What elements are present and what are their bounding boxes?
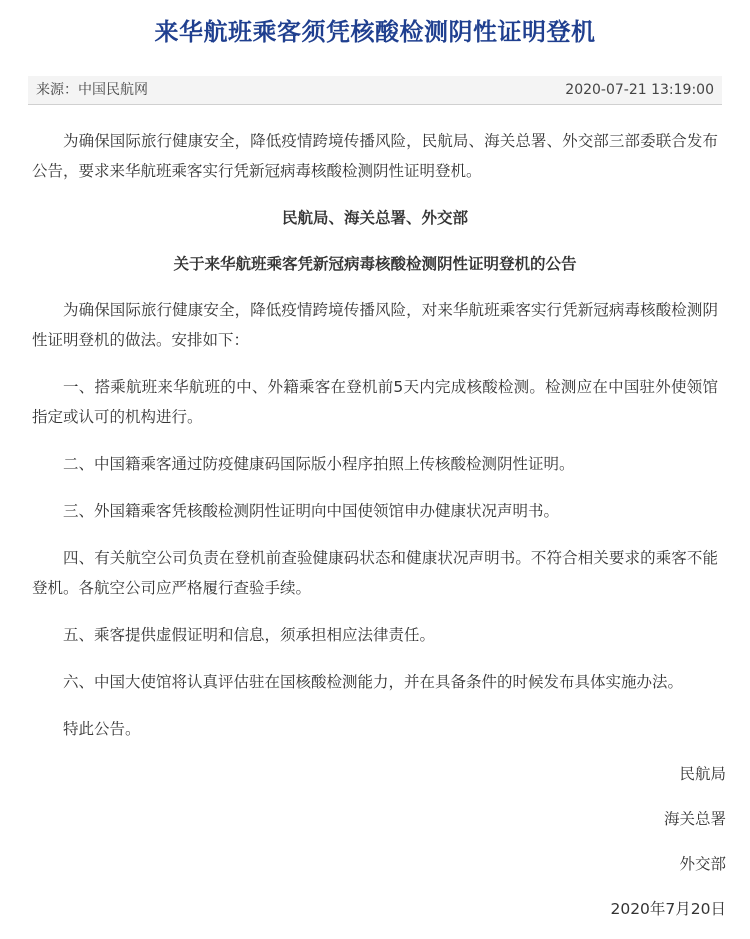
signature-issuer: 外交部 bbox=[679, 855, 726, 873]
article-title: 来华航班乘客须凭核酸检测阴性证明登机 bbox=[154, 18, 596, 46]
signature-block bbox=[610, 759, 726, 939]
signature-issuer: 海关总署 bbox=[663, 810, 726, 828]
notice-title: 关于来华航班乘客凭新冠病毒核酸检测阴性证明登机的公告 bbox=[173, 255, 577, 273]
notice-intro-paragraph: 为确保国际旅行健康安全，降低疫情跨境传播风险，对来华航班乘客实行凭新冠病毒核酸检测阴性证明登机的做法。安排如下： bbox=[32, 301, 718, 349]
article-publish-time: 2020-07-21 13:19:00 bbox=[565, 82, 714, 98]
notice-item: 六、中国大使馆将认真评估驻在国核酸检测能力，并在具备条件的时候发布具体实施办法。 bbox=[63, 673, 684, 691]
article-body bbox=[32, 126, 718, 761]
article-source: 来源：中国民航网 bbox=[36, 82, 148, 98]
notice-item: 一、搭乘航班来华航班的中、外籍乘客在登机前5天内完成核酸检测。检测应在中国驻外使领馆指定或认可的机构进行。 bbox=[32, 378, 718, 426]
issuers-heading: 民航局、海关总署、外交部 bbox=[281, 209, 468, 227]
article-meta-bar bbox=[28, 76, 722, 105]
signature-date: 2020年7月20日 bbox=[610, 900, 726, 918]
intro-paragraph: 为确保国际旅行健康安全，降低疫情跨境传播风险，民航局、海关总署、外交部三部委联合发布公告，要求来华航班乘客实行凭新冠病毒核酸检测阴性证明登机。 bbox=[32, 132, 718, 180]
notice-item: 二、中国籍乘客通过防疫健康码国际版小程序拍照上传核酸检测阴性证明。 bbox=[63, 455, 575, 473]
closing-paragraph: 特此公告。 bbox=[63, 720, 141, 738]
notice-item: 四、有关航空公司负责在登机前查验健康码状态和健康状况声明书。不符合相关要求的乘客不能登机。各航空公司应严格履行查验手续。 bbox=[32, 549, 718, 597]
signature-issuer: 民航局 bbox=[679, 765, 726, 783]
notice-item: 三、外国籍乘客凭核酸检测阴性证明向中国使领馆申办健康状况声明书。 bbox=[63, 502, 560, 520]
notice-item: 五、乘客提供虚假证明和信息，须承担相应法律责任。 bbox=[63, 626, 436, 644]
